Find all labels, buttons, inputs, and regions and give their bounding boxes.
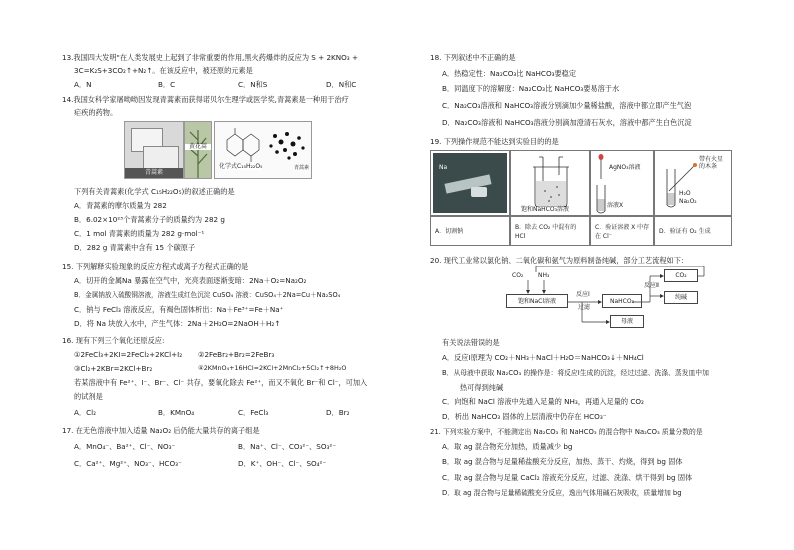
- q15-option-c: C．钠与 FeCl₃ 溶液反应，有褐色固体析出：Na＋Fe³⁺=Fe＋Na⁺: [74, 305, 284, 314]
- fig-label-artemisinin: 青蒿素: [125, 168, 183, 178]
- flow-box-nahco3: NaHCO₃: [602, 294, 642, 308]
- q14-stem: 下列有关青蒿素(化学式 C₁₅H₂₂O₅)的叙述正确的是: [74, 187, 235, 196]
- q13-line2: 3C=K₂S+3CO₂↑+N₂↑。在该反应中，被还原的元素是: [74, 66, 253, 75]
- q14-line2: 疟疾的药物。: [74, 108, 118, 117]
- q13-option-b: B．C: [158, 80, 176, 89]
- q16-line-a: 若某溶液中有 Fe²⁺、I⁻、Br⁻、Cl⁻ 共存，要氧化除去 Fe²⁺，而又不氧化 Br⁻和 Cl⁻，可加入: [74, 378, 368, 387]
- q17-option-b: B．Na⁺、Cl⁻、CO₃²⁻、SO₃²⁻: [238, 442, 337, 451]
- q16-line-b: 的试剂是: [74, 392, 103, 401]
- q16-reaction-3: ③Cl₂+2KBr=2KCl+Br₂: [74, 364, 153, 373]
- q19-cell-c: [590, 150, 654, 216]
- q16-option-a: A．Cl₂: [74, 408, 97, 417]
- saturated-nahco3-label: 饱和NaHCO₃溶液: [521, 206, 569, 213]
- cutting-sodium-photo: [433, 153, 507, 213]
- q18-option-b: B．同温度下的溶解度：Na₂CO₃比 NaHCO₃要易溶于水: [442, 84, 620, 93]
- q19-caption-c: C．验证溶液 X 中存在 Cl⁻: [595, 224, 650, 240]
- q18-option-a: A．热稳定性：Na₂CO₃比 NaHCO₃要稳定: [442, 69, 577, 78]
- artemisinin-book-photo: [124, 121, 184, 179]
- q18-option-d: D．Na₂CO₃溶液和 NaHCO₃溶液分别滴加澄清石灰水，溶液中都产生白色沉淀: [442, 118, 692, 127]
- fig-label-formula: 化学式C₁₅H₂₂O₅: [219, 163, 263, 170]
- q19-caption-a: A．切割钠: [435, 228, 464, 235]
- q13-line1: 13.我国四大发明"在人类发展史上起到了非常重要的作用,黑火药爆炸的反应为 S + 2KNO₃ +: [62, 53, 358, 62]
- q20-option-b-cont: 热可得到纯碱: [460, 383, 504, 392]
- q21-option-a: A．取 ag 混合物充分加热，质量减少 bg: [442, 442, 573, 451]
- agno3-label: AgNO₃溶液: [609, 164, 641, 171]
- q15-option-d: D．将 Na 块放入水中，产生气体：2Na＋2H₂O=2NaOH＋H₂↑: [74, 319, 281, 328]
- q19-cell-a: [430, 150, 510, 216]
- fig-label-model: 青蒿素: [293, 165, 309, 171]
- q14-option-b: B．6.02×10²³个青蒿素分子的质量约为 282 g: [74, 215, 225, 224]
- q17-option-d: D．K⁺、OH⁻、Cl⁻、SO₄²⁻: [238, 459, 327, 468]
- flow-step-filter: 过滤: [578, 304, 591, 311]
- q16-reaction-1: ①2FeCl₃+2KI=2FeCl₂+2KCl+I₂: [74, 350, 183, 359]
- q18-option-c: C．Na₂CO₃溶液和 NaHCO₃溶液分别滴加少量稀盐酸，溶液中都立即产生气泡: [442, 101, 692, 110]
- q21-option-b: B．取 ag 混合物与足量稀盐酸充分反应，加热、蒸干、灼烧，得到 bg 固体: [442, 457, 683, 466]
- q20-stem-2: 有关说法错误的是: [442, 338, 500, 347]
- q15-stem: 15. 下列解释实验现象的反应方程式或离子方程式正确的是: [62, 262, 249, 271]
- q17-stem: 17. 在无色溶液中加入适量 Na₂O₂ 后仍能大量共存的离子组是: [62, 426, 260, 435]
- q19-stem: 19. 下列操作规范不能达到实验目的的是: [430, 137, 559, 146]
- wormwood-plant-icon: [185, 122, 211, 178]
- q16-option-d: D．Br₂: [326, 408, 350, 417]
- q15-option-b: B．金属钠放入硫酸铜溶液，溶液生成红色沉淀 CuSO₄ 溶液：CuSO₄＋2Na=Cu＋Na₂SO₄: [74, 291, 341, 299]
- flow-input-nh3: NH₃: [538, 272, 550, 279]
- flow-box-saturated-nacl: 饱和NaCl溶液: [506, 294, 568, 308]
- water-label: H₂O: [679, 190, 691, 197]
- flow-step-reaction-2: 反应Ⅱ: [644, 282, 659, 289]
- solution-x-label: 溶液X: [607, 202, 624, 209]
- q13-option-a: A．N: [74, 80, 92, 89]
- q17-option-a: A．MnO₄⁻、Ba²⁺、Cl⁻、NO₃⁻: [74, 442, 176, 451]
- q14-line1: 14.我国女科学家屠呦呦因发现青蒿素而获得诺贝尔生理学或医学奖,青蒿素是一种用于治疗: [62, 95, 349, 104]
- q16-option-b: B．KMnO₄: [158, 408, 195, 417]
- q19-caption-b: B．除去 CO₂ 中混有的 HCl: [515, 224, 577, 240]
- glowing-splint-label-2: 的木条: [699, 163, 718, 170]
- q20-option-c: C．向饱和 NaCl 溶液中先通入足量的 NH₃，再通入足量的 CO₂: [442, 397, 644, 406]
- q13-option-d: D．N和C: [326, 80, 357, 89]
- q14-option-a: A．青蒿素的摩尔质量为 282: [74, 201, 167, 210]
- flow-input-co2: CO₂: [512, 272, 524, 279]
- q19-cell-b: [510, 150, 590, 216]
- q16-option-c: C．FeCl₃: [238, 408, 269, 417]
- q16-reaction-2: ②2FeBr₂+Br₂=2FeBr₃: [198, 350, 275, 359]
- q21-stem: 21. 下列实验方案中，不能测定出 Na₂CO₃ 和 NaHCO₃ 的混合物中 Na₂CO₃ 质量分数的是: [430, 428, 703, 436]
- flow-box-co2-output: CO₂: [664, 269, 698, 282]
- q21-option-c: C．取 ag 混合物与足量 CaCl₂ 溶液充分反应，过滤、洗涤、烘干得到 bg 固体: [442, 473, 693, 482]
- q16-stem: 16. 现有下列三个氧化还原反应:: [62, 336, 165, 345]
- flow-step-reaction-1: 反应Ⅰ: [576, 291, 590, 298]
- q17-option-c: C．Ca²⁺、Mg²⁺、NO₃⁻、HCO₃⁻: [74, 459, 182, 468]
- q19-cell-d: [654, 150, 732, 216]
- q14-option-d: D．282 g 青蒿素中含有 15 个碳原子: [74, 243, 196, 252]
- q13-option-c: C．N和S: [238, 80, 268, 89]
- flow-box-soda-ash: 纯碱: [664, 291, 698, 304]
- glowing-splint-label-1: 带有火星: [699, 156, 724, 163]
- q21-option-d: D．取 ag 混合物与足量稀硫酸充分反应，逸出气体用碱石灰吸收，质量增加 bg: [442, 489, 682, 497]
- sweet-wormwood-photo: [184, 121, 212, 179]
- q16-reaction-4: ④2KMnO₄+16HCl=2KCl+2MnCl₂+5Cl₂↑+8H₂O: [198, 364, 347, 372]
- q15-option-a: A．切开的金属Na 暴露在空气中，光亮表面逐渐变暗：2Na＋O₂=Na₂O₂: [74, 276, 307, 285]
- q20-option-a: A．反应Ⅰ原理为 CO₂＋NH₃＋NaCl＋H₂O＝NaHCO₃↓＋NH₄Cl: [442, 353, 644, 362]
- q20-option-b: B．从母液中获取 Na₂CO₃ 的操作是：将反应Ⅰ生成的沉淀，经过过滤、洗涤、蒸发皿中加: [442, 369, 709, 377]
- fig-label-wormwood: 黄花蒿: [185, 144, 211, 150]
- artemisinin-structure-figure: [214, 121, 312, 179]
- q20-option-d: D．析出 NaHCO₃ 固体的上层清液中仍存在 HCO₃⁻: [442, 412, 607, 421]
- q19-caption-d: D．验证有 O₂ 生成: [659, 228, 711, 235]
- q14-option-c: C．1 mol 青蒿素的质量为 282 g·mol⁻¹: [74, 229, 205, 238]
- flow-box-mother-liquor: 母液: [610, 315, 644, 328]
- sodium-label: Na: [439, 164, 448, 171]
- q20-stem: 20. 现代工业常以氯化钠、二氧化碳和氨气为原料制备纯碱，部分工艺流程如下：: [430, 256, 689, 265]
- q18-stem: 18. 下列叙述中不正确的是: [430, 53, 516, 62]
- na2o2-label: Na₂O₂: [679, 198, 697, 205]
